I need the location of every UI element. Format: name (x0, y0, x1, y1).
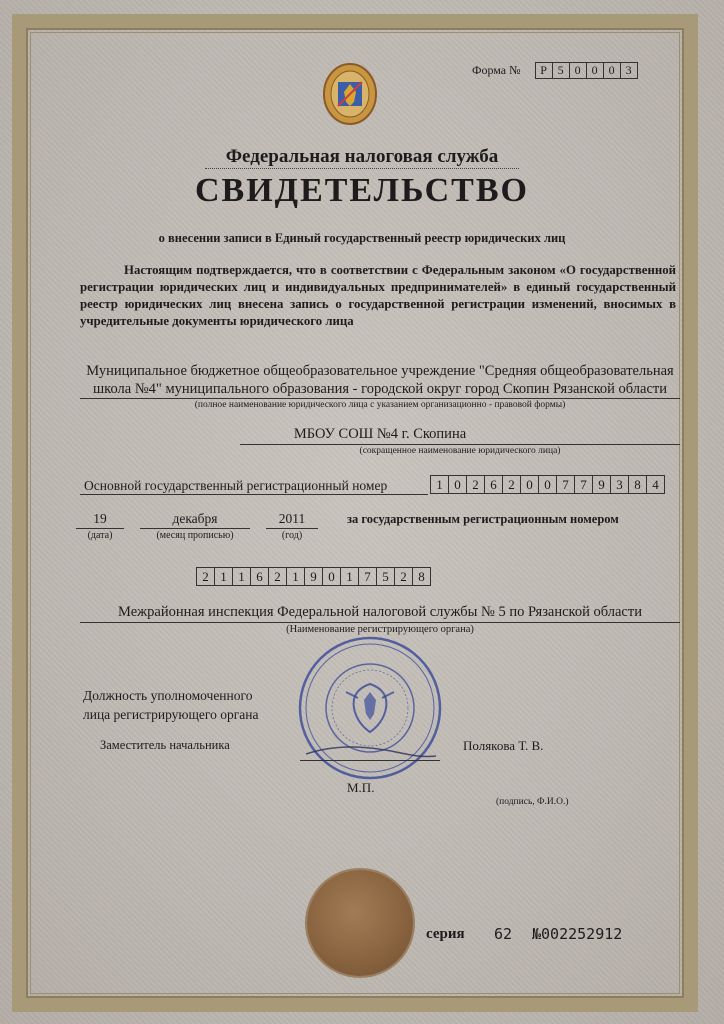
underline (140, 528, 250, 529)
underline (80, 494, 428, 495)
ogrn-digit: 6 (485, 476, 503, 493)
grn-digit: 1 (341, 568, 359, 585)
organization-full-name-line: школа №4" муниципального образования - городской округ город Скопин Рязанской области (93, 381, 667, 397)
authority-caption: (Наименование регистрирующего органа) (286, 624, 474, 635)
grn-digit: 0 (323, 568, 341, 585)
signature-line (300, 760, 440, 761)
document-title: СВИДЕТЕЛЬСТВО (195, 172, 529, 209)
certification-paragraph: Настоящим подтверждается, что в соответствии с Федеральным законом «О государственной регистрации юридических лиц и индивидуальных предпринимателей» в единый государственный реестр юридических лиц внесена запись о государственной регистрации изменений, вносимых в учредительные документы юридического лица (80, 263, 676, 328)
position-label-line: лица регистрирующего органа (83, 707, 259, 722)
agency-name: Федеральная налоговая служба (225, 146, 499, 167)
position-label-line: Должность уполномоченного (83, 688, 253, 703)
form-code-cell: 3 (625, 63, 632, 77)
grn-digit: 2 (197, 568, 215, 585)
divider (205, 168, 519, 169)
full-name-caption: (полное наименование юридического лица с указанием организационно - правовой формы) (194, 400, 566, 410)
form-code-cells (535, 62, 638, 79)
form-code-cell: 0 (570, 63, 587, 78)
form-code-cell: 5 (553, 63, 570, 78)
grn-digit: 5 (377, 568, 395, 585)
signature-caption: (подпись, Ф.И.О.) (496, 797, 569, 807)
short-name-caption: (сокращенное наименование юридического лица) (359, 446, 561, 456)
underline (266, 528, 318, 529)
form-code-cell: 0 (587, 63, 604, 78)
ogrn-digit: 3 (611, 476, 629, 493)
series-label: серия (426, 926, 465, 942)
signatory-name: Полякова Т. В. (463, 738, 544, 753)
grn-digit: 6 (251, 568, 269, 585)
series-number: 62 (494, 925, 513, 943)
underline (80, 398, 680, 399)
date-month: декабря (172, 511, 218, 526)
underline (240, 444, 680, 445)
grn-cells (196, 567, 431, 586)
ogrn-digit: 9 (593, 476, 611, 493)
seal-place-label: М.П. (347, 780, 375, 795)
document-subtitle: о внесении записи в Единый государственный реестр юридических лиц (158, 231, 566, 245)
grn-digit: 1 (215, 568, 233, 585)
underline (76, 528, 124, 529)
ogrn-digit: 2 (467, 476, 485, 493)
registration-number-label: за государственным регистрационным номером (347, 512, 619, 526)
organization-full-name (80, 362, 680, 398)
gold-seal-icon (307, 870, 413, 976)
ogrn-digit: 4 (652, 477, 659, 492)
ogrn-label: Основной государственный регистрационный номер (84, 478, 388, 493)
ogrn-digit: 1 (431, 476, 449, 493)
date-day: 19 (93, 511, 107, 526)
registering-authority: Межрайонная инспекция Федеральной налоговой службы № 5 по Рязанской области (118, 604, 642, 620)
grn-digit: 1 (233, 568, 251, 585)
position-label (83, 686, 258, 724)
date-month-caption: (месяц прописью) (156, 530, 234, 541)
grn-digit: 7 (359, 568, 377, 585)
form-code-cell: 0 (604, 63, 621, 78)
organization-short-name: МБОУ СОШ №4 г. Скопина (293, 426, 467, 442)
ogrn-cells (430, 475, 665, 494)
signatory-position: Заместитель начальника (100, 738, 230, 752)
form-number (472, 62, 638, 79)
ogrn-digit: 0 (449, 476, 467, 493)
ogrn-digit: 2 (503, 476, 521, 493)
ogrn-digit: 8 (629, 476, 647, 493)
form-code-cell: Р (536, 63, 553, 78)
ogrn-digit: 0 (521, 476, 539, 493)
grn-digit: 1 (287, 568, 305, 585)
date-year: 2011 (278, 511, 306, 526)
date-year-caption: (год) (281, 530, 303, 541)
ogrn-digit: 7 (557, 476, 575, 493)
ogrn-digit: 0 (539, 476, 557, 493)
grn-digit: 2 (269, 568, 287, 585)
organization-full-name-line: Муниципальное бюджетное общеобразовательное учреждение "Средняя общеобразовательная (86, 363, 674, 379)
serial-number: №002252912 (532, 925, 623, 943)
grn-digit: 8 (418, 569, 425, 584)
underline (80, 622, 680, 623)
ogrn-digit: 7 (575, 476, 593, 493)
grn-digit: 9 (305, 568, 323, 585)
coat-of-arms-icon (322, 62, 378, 126)
grn-digit: 2 (395, 568, 413, 585)
form-number-label: Форма № (472, 63, 521, 77)
date-day-caption: (дата) (87, 530, 113, 541)
